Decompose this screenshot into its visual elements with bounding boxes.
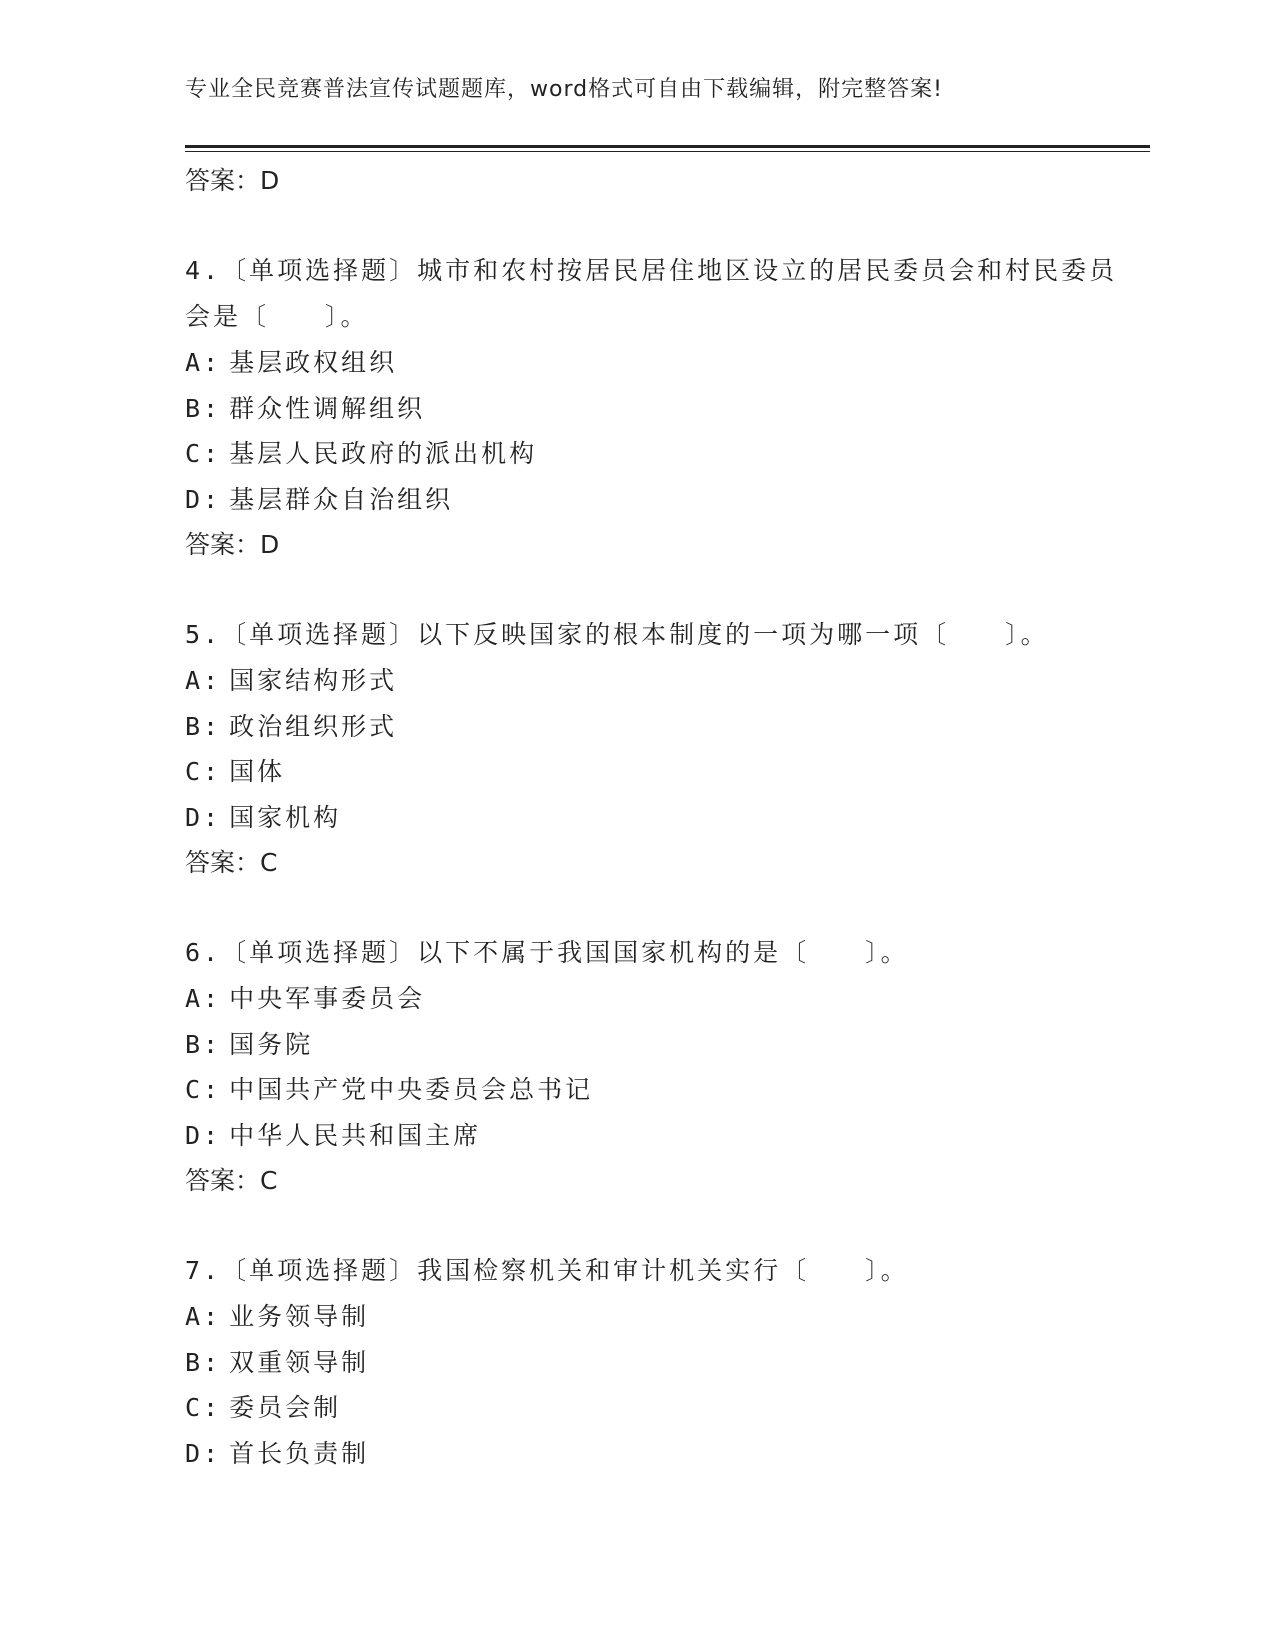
option-key: C: bbox=[185, 757, 222, 786]
option-c bbox=[185, 1385, 1125, 1431]
answer-line: 答案：D bbox=[185, 166, 280, 195]
option-key: B: bbox=[185, 393, 222, 423]
option-text: 基层人民政府的派出机构 bbox=[229, 439, 538, 468]
option-text: 群众性调解组织 bbox=[229, 393, 426, 423]
document-body bbox=[185, 158, 1125, 1476]
option-b bbox=[185, 704, 1125, 750]
answer-line: 答案：D bbox=[185, 530, 280, 559]
option-text: 国家结构形式 bbox=[229, 666, 398, 695]
option-c bbox=[185, 1067, 1125, 1113]
option-text: 国家机构 bbox=[229, 802, 342, 832]
answer-line: 答案：C bbox=[185, 1166, 278, 1195]
option-text: 基层政权组织 bbox=[229, 348, 398, 377]
option-key: B: bbox=[185, 711, 222, 741]
option-key: D: bbox=[185, 484, 222, 514]
option-key: A: bbox=[185, 984, 222, 1013]
option-text: 业务领导制 bbox=[229, 1302, 370, 1331]
option-text: 委员会制 bbox=[229, 1393, 342, 1422]
option-text: 国务院 bbox=[229, 1029, 314, 1059]
option-d bbox=[185, 1113, 1125, 1159]
page-header: 专业全民竞赛普法宣传试题题库，word格式可自由下载编辑，附完整答案! bbox=[185, 77, 943, 102]
option-d bbox=[185, 1431, 1125, 1477]
option-b bbox=[185, 1022, 1125, 1068]
option-key: A: bbox=[185, 348, 222, 377]
question-6 bbox=[185, 930, 1125, 1204]
option-d bbox=[185, 477, 1125, 523]
header-rule-thick bbox=[185, 145, 1150, 148]
question-stem: 6.〔单项选择题〕以下不属于我国国家机构的是〔 〕。 bbox=[185, 938, 909, 967]
option-key: C: bbox=[185, 1393, 222, 1422]
option-text: 双重领导制 bbox=[229, 1347, 370, 1377]
header-rule-thin bbox=[185, 151, 1150, 152]
option-a bbox=[185, 1294, 1125, 1340]
option-key: C: bbox=[185, 1075, 222, 1104]
question-stem: 5.〔单项选择题〕以下反映国家的根本制度的一项为哪一项〔 〕。 bbox=[185, 620, 1049, 649]
option-c bbox=[185, 431, 1125, 477]
option-a bbox=[185, 340, 1125, 386]
option-text: 基层群众自治组织 bbox=[229, 484, 454, 514]
option-key: A: bbox=[185, 666, 222, 695]
option-key: A: bbox=[185, 1302, 222, 1331]
option-a bbox=[185, 658, 1125, 704]
option-text: 中国共产党中央委员会总书记 bbox=[229, 1075, 594, 1104]
answer-line: 答案：C bbox=[185, 848, 278, 877]
option-text: 中华人民共和国主席 bbox=[229, 1120, 482, 1150]
option-b bbox=[185, 1340, 1125, 1386]
option-key: D: bbox=[185, 1438, 222, 1468]
option-key: D: bbox=[185, 1120, 222, 1150]
option-key: C: bbox=[185, 439, 222, 468]
question-5 bbox=[185, 612, 1125, 886]
option-d bbox=[185, 795, 1125, 841]
option-text: 国体 bbox=[229, 757, 286, 786]
option-c bbox=[185, 749, 1125, 795]
question-7 bbox=[185, 1248, 1125, 1476]
option-text: 首长负责制 bbox=[229, 1438, 370, 1468]
option-key: B: bbox=[185, 1029, 222, 1059]
question-4 bbox=[185, 248, 1125, 568]
option-text: 中央军事委员会 bbox=[229, 984, 426, 1013]
option-text: 政治组织形式 bbox=[229, 711, 398, 741]
option-key: B: bbox=[185, 1347, 222, 1377]
option-key: D: bbox=[185, 802, 222, 832]
question-stem: 7.〔单项选择题〕我国检察机关和审计机关实行〔 〕。 bbox=[185, 1256, 909, 1285]
option-b bbox=[185, 386, 1125, 432]
question-stem: 4.〔单项选择题〕城市和农村按居民居住地区设立的居民委员会和村民委员会是〔 〕。 bbox=[185, 256, 1118, 331]
option-a bbox=[185, 976, 1125, 1022]
